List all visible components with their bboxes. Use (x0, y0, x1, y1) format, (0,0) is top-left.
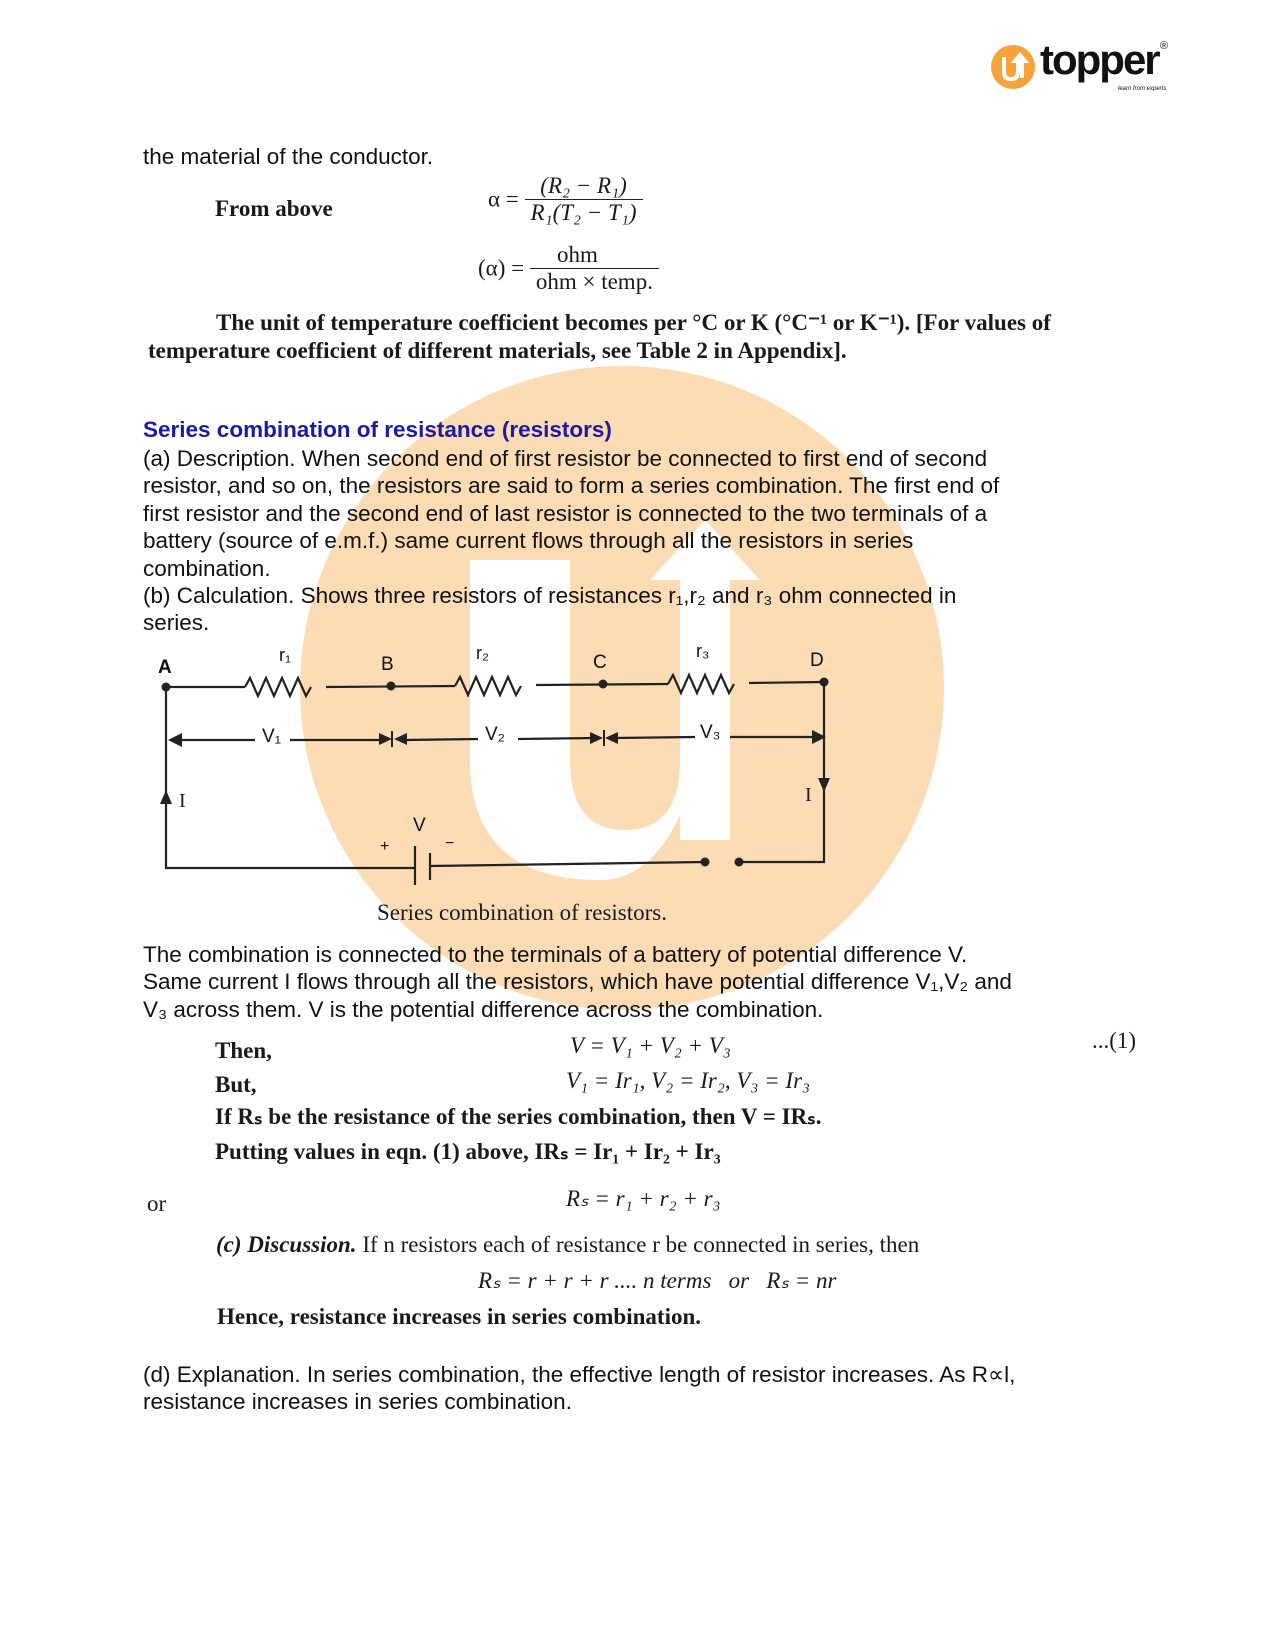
r3-label: r₃ (696, 641, 710, 661)
battery-label: V (413, 815, 426, 836)
current-arrow-up-icon (160, 790, 172, 804)
para-b-line: series. (143, 610, 210, 636)
alpha-eq-lhs: α = (488, 186, 519, 212)
battery-plus: + (380, 838, 390, 855)
alpha-unit-num: ohm (530, 242, 659, 269)
r1-label: r₁ (279, 645, 292, 665)
wire (740, 682, 824, 862)
para-c-line: Same current I flows through all the resistors, which have potential difference V₁,V₂ and (143, 969, 1012, 995)
node-b-label: B (381, 654, 394, 675)
para-b-line: (b) Calculation. Shows three resistors of resistances r₁,r₂ and r₃ ohm connected in (143, 583, 957, 609)
node-a-label: A (158, 657, 172, 678)
current-arrow-down-icon (818, 778, 830, 792)
equation-number: ...(1) (1092, 1028, 1137, 1053)
unit-para-line: The unit of temperature coefficient becomes per °C or K (°C⁻¹ or K⁻¹). [For values of (216, 310, 1051, 335)
para-a-line: battery (source of e.m.f.) same current flows through all the resistors in series (143, 528, 914, 554)
or-equation: Rₛ = r₁ + r₂ + r₃ (566, 1186, 721, 1211)
but-equation: V₁ = Ir₁, V₂ = Ir₂, V₃ = Ir₃ (566, 1068, 811, 1093)
but-label: But, (215, 1072, 257, 1097)
discussion-text: If n resistors each of resistance r be connected in series, then (362, 1232, 920, 1257)
para-a-line: first resistor and the second end of last resistor is connected to the two terminals of a (143, 500, 988, 526)
discussion-equation: Rₛ = r + r + r .... n terms or Rₛ = nr (478, 1268, 837, 1293)
alpha-unit-den: ohm × temp. (535, 269, 653, 294)
v1-label: V₁ (262, 726, 282, 747)
para-c-line: The combination is connected to the terminals of a battery of potential difference V. (143, 942, 968, 967)
registered-mark: ® (1160, 40, 1169, 52)
discussion-conclusion: Hence, resistance increases in series combination. (217, 1304, 701, 1329)
node-d-label: D (810, 650, 824, 671)
para-d-line: resistance increases in series combination. (143, 1389, 572, 1415)
para-c-line: V₃ across them. V is the potential difference across the combination. (143, 996, 824, 1022)
discussion-label: (c) Discussion. (216, 1232, 357, 1257)
resistor-r3 (668, 675, 734, 693)
v3-label: V₃ (700, 722, 721, 743)
arrow-left-icon (168, 733, 182, 747)
para-a-line: resistor, and so on, the resistors are said to form a series combination. The first end of (143, 473, 1000, 499)
or-label: or (147, 1191, 167, 1216)
if-line: If Rₛ be the resistance of the series combination, then V = IRₛ. (215, 1104, 822, 1129)
r2-label: r₂ (476, 643, 489, 663)
wire (166, 687, 415, 868)
alpha-unit-lhs: (α) = (478, 255, 525, 281)
unit-para-line: temperature coefficient of different materials, see Table 2 in Appendix]. (148, 338, 847, 363)
alpha-eq-den: R₁(T₂ − T₁) (530, 200, 637, 225)
v2-label: V₂ (485, 724, 506, 745)
figure-caption: Series combination of resistors. (377, 900, 668, 925)
current-label-left: I (179, 790, 186, 812)
para-d-line: (d) Explanation. In series combination, the effective length of resistor increases. As R∝l, (143, 1362, 1016, 1387)
battery-minus: − (445, 835, 455, 852)
intro-line: the material of the conductor. (143, 144, 434, 169)
discussion-line (216, 1232, 919, 1258)
resistor-r1 (245, 678, 311, 696)
para-a-line: combination. (143, 555, 271, 581)
alpha-eq-num: (R₂ − R₁) (525, 173, 643, 200)
from-above-label: From above (215, 196, 333, 221)
resistor-r2 (455, 677, 521, 695)
logo-tagline: learn from experts (1118, 86, 1167, 92)
current-label-right: I (805, 784, 812, 806)
logo-text: topper (1040, 36, 1159, 83)
then-label: Then, (215, 1038, 272, 1063)
putting-line: Putting values in eqn. (1) above, IRₛ = Ir₁ + Ir₂ + Ir₃ (215, 1139, 721, 1164)
then-equation: V = V₁ + V₂ + V₃ (570, 1033, 731, 1058)
para-a-line: (a) Description. When second end of first resistor be connected to first end of second (143, 446, 988, 471)
section-heading: Series combination of resistance (resistors) (143, 417, 612, 442)
para-d (143, 1361, 1015, 1416)
node-c-label: C (593, 652, 607, 673)
para-c (143, 941, 1012, 1023)
wire (430, 862, 705, 866)
